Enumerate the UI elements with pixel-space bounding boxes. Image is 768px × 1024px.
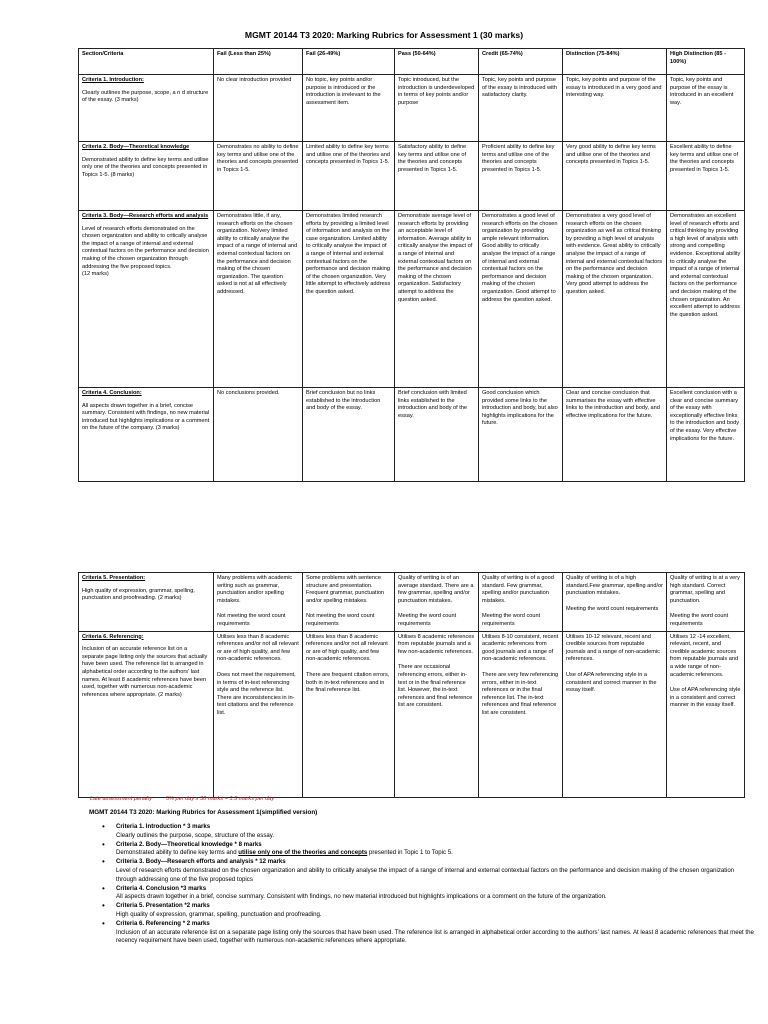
list-item	[116, 885, 756, 902]
rubric-cell	[563, 573, 667, 632]
rubric-cell: Demonstrate average level of research efforts by providing an acceptable level of information. Average ability to critically analyse the impact of a range of internal and external contextual factors on the performance and decision making of the chosen organization. Satisfactory attempt to address the question asked.	[395, 211, 479, 388]
rubric-cell-text: Utilises less than 8 academic references and/or not all relevant or are of high quality, and few non-academic references.	[306, 633, 388, 663]
rubric-cell-text: Some problems with sentence structure and presentation. Frequent grammar, punctuation and/or spelling mistakes.	[306, 575, 385, 604]
rubric-cell-note: Not meeting the word count requirements	[306, 613, 375, 627]
list-item	[116, 841, 756, 858]
rubric-cell-note: There are frequent citation errors, both in in-text references and in the final reference list.	[306, 671, 390, 694]
rubric-cell: Demonstrates no ability to define key terms and utilise one of the theories and concepts presented in Topics 1-5.	[214, 142, 303, 211]
header-fail: Fail (26-49%)	[303, 49, 395, 75]
criteria-name: Criteria 6. Referencing:	[82, 633, 144, 640]
simplified-criteria-name: • Criteria 1. Introduction * 3 marks	[116, 823, 211, 830]
criteria-description: Demonstrated ability to define key terms and utilise only one of the theories and concepts presented in Topics 1-5. (8 marks)	[82, 156, 209, 178]
rubric-cell: Clear and concise conclusion that summarises the essay with effective links to the introduction and body, and effective implications for the future.	[563, 388, 667, 482]
criteria-row-research-analysis	[79, 211, 745, 388]
header-distinction: Distinction (75-84%)	[563, 49, 667, 75]
rubric-cell	[214, 631, 303, 797]
rubric-cell: Demonstrates a very good level of research efforts on the chosen organization as well as critical thinking by providing a high level of analysis with evidence. Great ability to critically analyse the impact of a range of internal and external contextual factors on the performance and decision making of the chosen organization. Very good attempt to address the question asked.	[563, 211, 667, 388]
header-credit: Credit (65-74%)	[479, 49, 563, 75]
rubric-cell: Brief conclusion but no links established to the introduction and body of the essay.	[303, 388, 395, 482]
simplified-criteria-description: Inclusion of an accurate reference list on a separate page listing only the sources that have been used. The reference list is arranged in alphabetical order according to the authors' last names. At least 8 academic references that meet the recency requirement have been used, together with numerous non-academic references where appropriate.	[116, 928, 754, 945]
criteria-name: Criteria 1. Introduction:	[82, 77, 144, 83]
simplified-criteria-name: • Criteria 2. Body—Theoretical knowledge * 8 marks	[116, 840, 262, 848]
rubric-cell-note: Meeting the word count requirements	[670, 613, 729, 627]
rubric-cell-note: Use of APA referencing style in a consistent and correct manner in the essay itself.	[670, 687, 741, 709]
rubric-cell-text: Quality of writing is of a good standard. Few grammar, spelling and/or punctuation mistakes.	[482, 575, 554, 604]
rubric-cell: Very good ability to define key terms and utilise one of the theories and concepts presented in Topics 1-5.	[563, 142, 667, 211]
rubric-cell: Proficient ability to define key terms and utilise one of the theories and concepts presented in Topics 1-5.	[479, 142, 563, 211]
rubric-cell: No clear introduction provided	[214, 75, 303, 142]
rubric-cell	[667, 631, 745, 797]
criteria-cell	[79, 631, 214, 797]
criteria-cell	[79, 388, 214, 482]
criteria-marks: (12 marks)	[82, 271, 109, 278]
rubric-cell	[667, 573, 745, 632]
header-pass: Pass (50-64%)	[395, 49, 479, 75]
rubric-cell-text: Many problems with academic writing such as grammar, punctuation and/or spelling mistakes.	[217, 575, 293, 604]
simplified-criteria-description	[116, 849, 756, 858]
criteria-description: Clearly outlines the purpose, scope, a n d structure of the essay. (3 marks)	[82, 89, 209, 104]
rubric-cell	[303, 573, 395, 632]
rubric-cell-note: Not meeting the word count requirements	[217, 613, 286, 627]
simplified-criteria-description: High quality of expression, grammar, spelling, punctuation and proofreading.	[116, 910, 322, 918]
list-item	[116, 920, 756, 946]
list-item	[116, 823, 756, 840]
rubric-cell: No topic, key points and/or purpose is introduced or the introduction is irrelevant to the assessment item.	[303, 75, 395, 142]
document-title: MGMT 20144 T3 2020: Marking Rubrics for Assessment 1 (30 marks)	[244, 30, 524, 40]
rubric-cell	[214, 573, 303, 632]
rubric-cell	[395, 573, 479, 632]
simplified-criteria-name: • Criteria 6. Referencing * 2 marks	[116, 920, 210, 928]
rubric-cell: Topic, key points and purpose of the essay is introduced in an excellent way.	[667, 75, 745, 142]
criteria-row-referencing	[79, 631, 745, 797]
rubric-cell: Good conclusion which provided some links to the introduction and body, but also highlights implications for the future.	[479, 388, 563, 482]
rubric-cell: No conclusions provided.	[214, 388, 303, 482]
rubric-cell-text: Utilises 10-12 relevant, recent and credible sources from reputable journals and a range of non-academic references.	[566, 633, 660, 663]
header-section-criteria: Section/Criteria	[79, 49, 214, 75]
rubric-cell: Topic, key points and purpose of the essay is introduced in a very good and interesting way.	[563, 75, 667, 142]
criteria-row-theoretical-knowledge	[79, 142, 745, 211]
rubric-cell-text: Utilises 8 academic references from reputable journals and a few non-academic references.	[398, 633, 475, 655]
rubric-cell-text: Utilises 8-10 consistent, recent academic references from good journals and a range of non-academic references.	[482, 633, 559, 663]
simplified-criteria-description: All aspects drawn together in a brief, concise summary. Consistent with findings, no new material introduced but highlights implications or a comment on the future of the organization.	[116, 893, 607, 901]
rubric-cell-note: Meeting the word count requirements	[482, 613, 541, 627]
rubric-cell: Demonstrates an excellent level of research efforts and critical thinking by providing a high level of analysis with strong and compelling evidence. Exceptional ability to critically analyse the impact of a range of internal and external contextual factors on the performance and decision making of the chosen organization. An excellent attempt to address the question asked.	[667, 211, 745, 388]
description-text: presented in Topic 1 to Topic 5.	[367, 849, 453, 857]
rubric-cell: Topic introduced, but the introduction is underdeveloped in terms of key points and/or purpose	[395, 75, 479, 142]
rubric-table-part-1	[78, 48, 745, 482]
criteria-cell	[79, 573, 214, 632]
rubric-cell-text: Utilises 12 -14 excellent, relevant, recent, and credible academic sources from reputable journals and a wide range of non-academic references.	[670, 633, 739, 678]
rubric-cell-note: Meeting the word count requirements	[398, 613, 457, 627]
criteria-description: High quality of expression, grammar, spelling, punctuation and proofreading. (2 marks)	[82, 587, 195, 602]
criteria-description: Level of research efforts demonstrated on the chosen organization and ability to critically analyse the impact of a range of internal and external contextual factors on the performance and decision making of the chosen organization through addressing the five proposed topics.	[82, 225, 209, 270]
header-high-distinction: High Distinction (85 - 100%)	[667, 49, 745, 75]
simplified-criteria-name: • Criteria 5. Presentation *2 marks	[116, 902, 210, 910]
rubric-cell: Demonstrates a good level of research efforts on the chosen organization by providing ample relevant information. Good ability to critically analyse the impact of a range of internal and external contextual factors on the performance and decision making of the chosen organization. Good attempt to address the question asked.	[479, 211, 563, 388]
header-fail-low: Fail (Less than 25%)	[214, 49, 303, 75]
rubric-cell-note: Meeting the word count requirements	[566, 605, 659, 612]
rubric-cell: Topic, key points and purpose of the essay is introduced with satisfactory clarity.	[479, 75, 563, 142]
rubric-cell	[395, 631, 479, 797]
criteria-row-conclusion	[79, 388, 745, 482]
rubric-cell: Demonstrates limited research efforts by providing a limited level of information and analysis on the case organization. Limited ability to critically analyse the impact of a range of internal and external contextual factors on the performance and decision making of the chosen organization. Very little attempt to effectively address the question asked.	[303, 211, 395, 388]
rubric-cell-note: Use of APA referencing style in a consistent and correct manner in the essay itself.	[566, 671, 657, 694]
list-item	[116, 902, 756, 919]
rubric-cell-note: There are occasional referencing errors, either in-text or in the final reference list. However, the in-text references and final reference list are consistent.	[398, 664, 473, 709]
simplified-criteria-description: Clearly outlines the purpose, scope, structure of the essay.	[116, 831, 275, 839]
simplified-criteria-description: Level of research efforts demonstrated on the chosen organization and ability to critically analyse the impact of a range of internal and external contextual factors on the performance and decision making of the chosen organization through addressing one of the five proposed topics	[116, 866, 735, 883]
late-penalty-note: Late assessment penalty 5% per day x 30 marks = 1.5 marks per day	[90, 796, 275, 802]
rubric-cell: Limited ability to define key terms and utilise one of the theories and concepts presented in Topics 1-5.	[303, 142, 395, 211]
criteria-name: Criteria 3. Body—Research efforts and analysis	[82, 213, 209, 219]
rubric-cell-text: Quality of writing is at a very high standard. Correct grammar, spelling and punctuation.	[670, 575, 740, 604]
rubric-cell	[563, 631, 667, 797]
criteria-description: All aspects drawn together in a brief, concise summary. Consistent with findings, no new material introduced but highlights implications or a comment on the future of the company. (3 marks)	[82, 402, 210, 432]
rubric-cell-note: Does not meet the requirement, in terms of in-text referencing style and the reference list. There are inconsistencies in in-text citations and the reference list.	[217, 671, 296, 716]
criteria-cell	[79, 75, 214, 142]
rubric-cell: Excellent conclusion with a clear and concise summary of the essay with exceptionally effective links to the introduction and body of the essay. Very effective implications for the future.	[667, 388, 745, 482]
criteria-row-introduction	[79, 75, 745, 142]
rubric-cell: Excellent ability to define key terms and utilise one of the theories and concepts presented in Topics 1-5.	[667, 142, 745, 211]
criteria-cell	[79, 211, 214, 388]
criteria-cell	[79, 142, 214, 211]
criteria-row-presentation	[79, 573, 745, 632]
rubric-cell-text: Quality of writing is of an average standard. There are a few grammar, spelling and/or punctuation mistakes.	[398, 575, 474, 604]
rubric-cell: Brief conclusion with limited links established to the introduction and body of the essay.	[395, 388, 479, 482]
simplified-criteria-list	[98, 823, 756, 946]
list-item	[116, 858, 756, 884]
rubric-cell	[303, 631, 395, 797]
criteria-name: Criteria 2. Body—Theoretical knowledge	[82, 144, 190, 150]
rubric-cell: Satisfactory ability to define key terms and utilise one of the theories and concepts presented in Topics 1-5.	[395, 142, 479, 211]
criteria-name: Criteria 5. Presentation:	[82, 575, 146, 581]
rubric-cell	[479, 573, 563, 632]
criteria-name: Criteria 4. Conclusion:	[82, 390, 142, 396]
simplified-criteria-name: • Criteria 3. Body—Research efforts and analysis * 12 marks	[116, 858, 286, 866]
rubric-cell-text: Utilises less than 8 academic references and/or not all relevant or are of high quality, and few non-academic references.	[217, 633, 299, 663]
rubric-cell-text: Quality of writing is of a high standard.Few grammar, spelling and/or punctuation mistakes.	[566, 575, 664, 597]
description-text: Demonstrated ability to define key terms and	[116, 849, 239, 857]
rubric-cell-note: There are very few referencing errors, either in in-text references or in the final reference list. The in-text references and final reference list are consistent.	[482, 671, 559, 716]
simplified-criteria-name: • Criteria 4. Conclusion *3 marks	[116, 884, 207, 892]
header-row	[79, 49, 745, 75]
rubric-cell	[479, 631, 563, 797]
criteria-description: Inclusion of an accurate reference list on a separate page listing only the sources that actually have been used. The reference list is arranged in alphabetical order according to the authors' last names. At least 8 academic references have been used, together with numerous non-academic references where appropriate. (2 marks)	[82, 646, 208, 698]
rubric-cell: Demonstrates little, if any, research efforts on the chosen organization. No/very limited ability to critically analyse the impact of a range of internal and external contextual factors on the performance and decision making of the chosen organization. The question asked is not at all effectively addressed.	[214, 211, 303, 388]
rubric-table-part-2	[78, 572, 745, 798]
simplified-rubric-title: MGMT 20144 T3 2020: Marking Rubrics for Assessment 1(simplified version)	[89, 809, 318, 816]
emphasised-text: utilise only one of the theories and concepts	[238, 849, 368, 857]
